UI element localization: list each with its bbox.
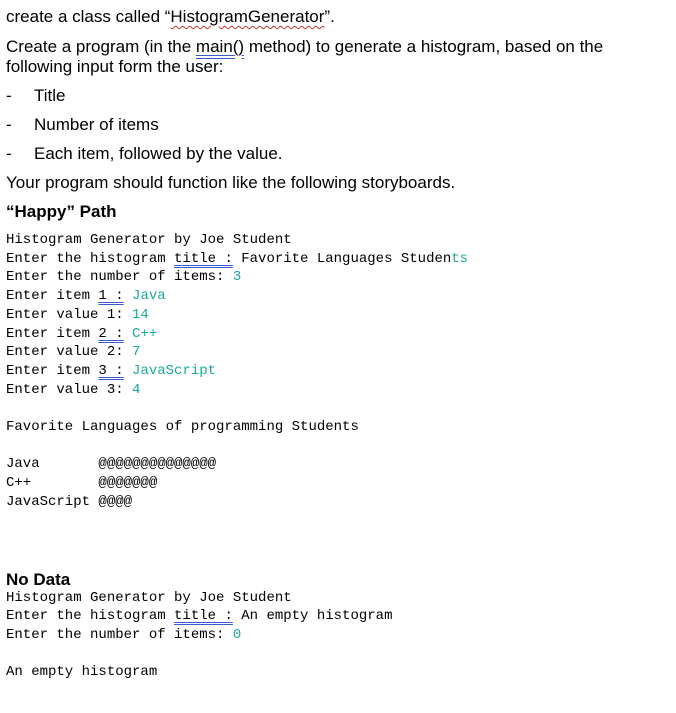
prompt-text: Enter value 2: [6,344,133,360]
bullet-marker: - [6,86,12,105]
intro-text: method) to generate a histogram, based on the [244,37,604,56]
intro-text: ”. [324,7,335,26]
bullet-text: Each item, followed by the value. [34,144,283,163]
prompt-text: Enter the number of items: [6,627,233,643]
bullet-marker: - [6,144,12,163]
prompt-text: Enter the histogram [6,608,175,624]
input-text: An empty histogram [232,608,393,624]
title-prompt-line [6,251,468,267]
input-value: 7 [132,344,141,360]
input-text: ts [451,251,469,267]
title-prompt-line [6,608,392,624]
intro-line-1 [6,7,335,27]
console-header: Histogram Generator by Joe Student [6,590,292,606]
histogram-label: Java [6,456,91,472]
item-prompt-line [6,288,166,304]
input-value: Java [123,288,166,304]
empty-histogram-title: An empty histogram [6,664,158,680]
histogram-row [6,475,157,491]
no-data-heading: No Data [6,570,71,589]
input-value: JavaScript [123,363,217,379]
title-word: title : [174,608,233,624]
bullet-item [6,115,159,135]
bullet-text: Title [34,86,66,105]
items-prompt-line [6,269,241,285]
bullet-item [6,86,66,106]
histogram-bar: @@@@@@@ [90,475,158,491]
histogram-row [6,456,216,472]
item-number: 2 : [98,326,124,342]
happy-path-heading: “Happy” Path [6,202,117,221]
items-prompt-line [6,627,241,643]
item-number: 3 : [98,363,124,379]
value-prompt-line [6,382,140,398]
title-word: title : [174,251,233,267]
input-value: 4 [132,382,141,398]
intro-line-3: following input form the user: [6,57,224,76]
prompt-text: Enter item [6,326,99,342]
histogram-bar: @@@@@@@@@@@@@@ [90,456,217,472]
intro-line-2 [6,37,603,57]
console-header: Histogram Generator by Joe Student [6,232,292,248]
histogram-label: JavaScript [6,494,91,510]
storyboards-text: Your program should function like the following storyboards. [6,173,456,192]
item-number: 1 : [98,288,124,304]
value-prompt-line [6,307,149,323]
bullet-item [6,144,283,164]
prompt-text: Enter item [6,363,99,379]
item-prompt-line [6,326,157,342]
prompt-text: Enter value 3: [6,382,133,398]
value-prompt-line [6,344,140,360]
prompt-text: Enter item [6,288,99,304]
bullet-text: Number of items [34,115,159,134]
input-value: C++ [123,326,158,342]
input-value: 3 [232,269,242,285]
prompt-text: Enter value 1: [6,307,133,323]
histogram-title: Favorite Languages of programming Students [6,419,359,435]
prompt-text: Enter the number of items: [6,269,233,285]
input-value: 0 [232,627,242,643]
bullet-marker: - [6,115,12,134]
histogram-row [6,494,132,510]
intro-text: Create a program (in the [6,37,196,56]
histogram-bar: @@@@ [90,494,133,510]
input-value: 14 [132,307,149,323]
input-text: Favorite Languages Studen [232,251,452,267]
prompt-text: Enter the histogram [6,251,175,267]
intro-text: create a class called “ [6,7,171,26]
class-name: HistogramGenerator [170,7,325,26]
histogram-label: C++ [6,475,91,491]
main-method: main() [195,37,245,56]
item-prompt-line [6,363,216,379]
